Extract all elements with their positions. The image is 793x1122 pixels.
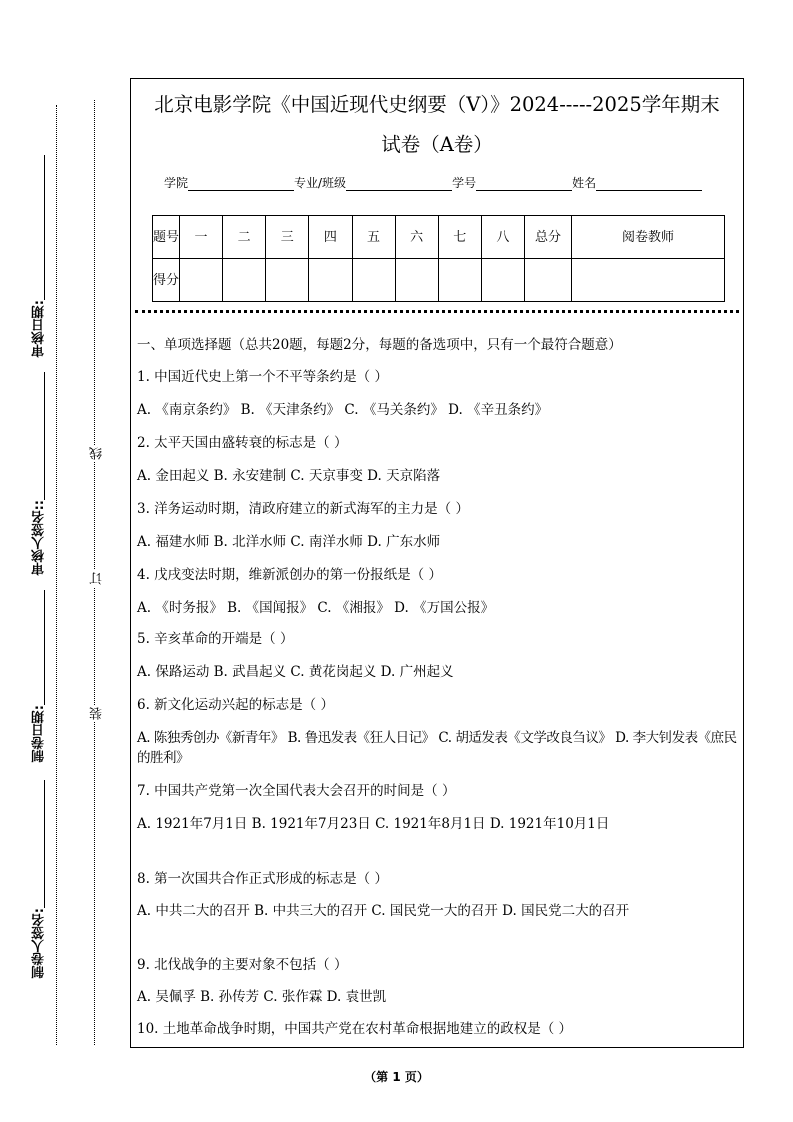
score-col-total: 总分 — [525, 216, 572, 259]
exam-title-line1: 北京电影学院《中国近现代史纲要（V）》2024-----2025学年期末 — [154, 93, 720, 116]
answer-options-8: A. 中共二大的召开 B. 中共三大的召开 C. 国民党一大的召开 D. 国民党二大的召开 — [137, 903, 630, 919]
maker-date-label: 制卷日期: — [32, 705, 47, 763]
score-cell[interactable] — [223, 259, 266, 302]
score-header-row — [153, 216, 725, 259]
maker-sign-line — [44, 780, 45, 908]
exam-title-line2: 试卷（A卷） — [381, 133, 493, 156]
binding-char-line: 线 — [90, 447, 105, 460]
question-8: 8. 第一次国共合作正式形成的标志是（ ） — [137, 871, 388, 887]
question-6: 6. 新文化运动兴起的标志是（ ） — [137, 697, 334, 713]
score-cell[interactable] — [525, 259, 572, 302]
student-info-row — [164, 174, 702, 191]
score-row-label: 得分 — [153, 259, 180, 302]
id-label: 学号 — [452, 176, 477, 190]
question-10: 10. 土地革命战争时期，中国共产党在农村革命根据地建立的政权是（ ） — [137, 1021, 573, 1037]
score-cell[interactable] — [438, 259, 481, 302]
answer-options-7: A. 1921年7月1日 B. 1921年7月23日 C. 1921年8月1日 D. 1921年10月1日 — [137, 816, 610, 832]
answer-options-5: A. 保路运动 B. 武昌起义 C. 黄花岗起义 D. 广州起义 — [137, 664, 454, 680]
score-col-grader: 阅卷教师 — [572, 216, 725, 259]
answer-options-6: A. 陈独秀创办《新青年》 B. 鲁迅发表《狂人日记》 C. 胡适发表《文学改良刍议》 D. 李大钊发表《庶民的胜利》 — [137, 730, 737, 766]
score-cell[interactable] — [395, 259, 438, 302]
answer-options-9: A. 吴佩孚 B. 孙传芳 C. 张作霖 D. 袁世凯 — [137, 989, 387, 1005]
college-label: 学院 — [164, 176, 189, 190]
binding-char-ding: 订 — [90, 572, 105, 585]
question-7: 7. 中国共产党第一次全国代表大会召开的时间是（ ） — [137, 783, 456, 799]
score-cell[interactable] — [352, 259, 395, 302]
answer-options-4: A. 《时务报》 B. 《国闻报》 C. 《湘报》 D. 《万国公报》 — [137, 600, 495, 616]
answer-options-1: A. 《南京条约》 B. 《天津条约》 C. 《马关条约》 D. 《辛丑条约》 — [137, 402, 549, 418]
section-divider — [135, 310, 739, 313]
score-value-row — [153, 259, 725, 302]
score-cell[interactable] — [309, 259, 352, 302]
score-col-3: 三 — [266, 216, 309, 259]
score-table — [152, 215, 725, 302]
question-9: 9. 北伐战争的主要对象不包括（ ） — [137, 957, 348, 973]
page-number: （第 1 页） — [364, 1070, 429, 1084]
reviewer-sign-line — [44, 372, 45, 500]
maker-sign-label: 制卷人签名: — [32, 908, 47, 979]
binding-char-zhuang: 装 — [90, 707, 105, 720]
answer-options-3: A. 福建水师 B. 北洋水师 C. 南洋水师 D. 广东水师 — [137, 534, 441, 550]
score-col-7: 七 — [438, 216, 481, 259]
question-3: 3. 洋务运动时期，清政府建立的新式海军的主力是（ ） — [137, 501, 469, 517]
exam-frame — [130, 78, 744, 1048]
question-5: 5. 辛亥革命的开端是（ ） — [137, 631, 294, 647]
question-4: 4. 戊戌变法时期，维新派创办的第一份报纸是（ ） — [137, 567, 442, 583]
section-heading: 一、单项选择题（总共20题，每题2分，每题的备选项中，只有一个最符合题意） — [137, 337, 622, 353]
major-label: 专业/班级 — [294, 176, 347, 190]
score-col-8: 八 — [481, 216, 524, 259]
score-col-1: 一 — [180, 216, 223, 259]
maker-date-line — [44, 590, 45, 705]
id-field[interactable] — [476, 178, 572, 191]
score-cell[interactable] — [180, 259, 223, 302]
reviewer-date-line — [44, 155, 45, 300]
score-col-5: 五 — [352, 216, 395, 259]
score-col-2: 二 — [223, 216, 266, 259]
answer-options-2: A. 金田起义 B. 永安建制 C. 天京事变 D. 天京陷落 — [137, 468, 441, 484]
score-cell[interactable] — [266, 259, 309, 302]
reviewer-date-label: 审核日期: — [32, 300, 47, 358]
score-col-6: 六 — [395, 216, 438, 259]
outer-dotted-line — [56, 105, 57, 1045]
name-label: 姓名 — [572, 176, 597, 190]
reviewer-sign-label: 审核人签名:: — [32, 500, 47, 576]
question-2: 2. 太平天国由盛转衰的标志是（ ） — [137, 435, 348, 451]
question-number-header: 题号 — [153, 216, 180, 259]
score-cell[interactable] — [572, 259, 725, 302]
score-col-4: 四 — [309, 216, 352, 259]
score-cell[interactable] — [481, 259, 524, 302]
major-field[interactable] — [346, 178, 452, 191]
question-1: 1. 中国近代史上第一个不平等条约是（ ） — [137, 369, 388, 385]
name-field[interactable] — [596, 178, 702, 191]
college-field[interactable] — [188, 178, 294, 191]
